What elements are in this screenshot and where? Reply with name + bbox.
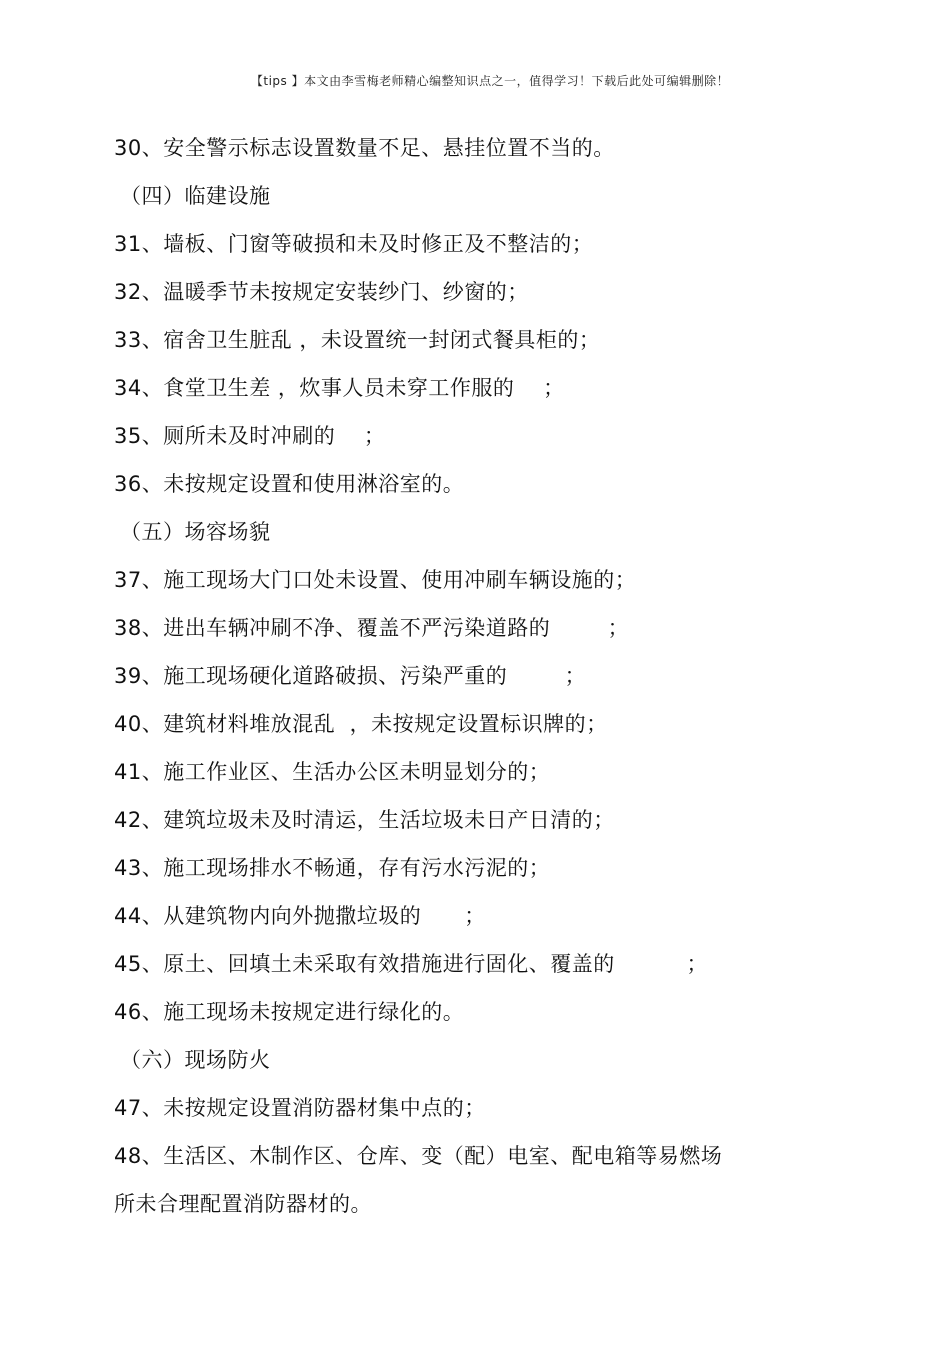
list-item-45: 45、原土、回填土未采取有效措施进行固化、覆盖的 ； xyxy=(114,952,708,976)
header-tip-note: 【tips 】本文由李雪梅老师精心编整知识点之一，值得学习！下载后此处可编辑删除！ xyxy=(250,74,730,88)
list-item-36: 36、未按规定设置和使用淋浴室的。 xyxy=(114,472,465,496)
document-body xyxy=(114,124,814,1228)
list-item-48-continued: 所未合理配置消防器材的。 xyxy=(114,1192,372,1216)
list-item-31: 31、墙板、门窗等破损和未及时修正及不整洁的； xyxy=(114,232,594,256)
list-item-43: 43、施工现场排水不畅通，存有污水污泥的； xyxy=(114,856,551,880)
list-item-39: 39、施工现场硬化道路破损、污染严重的 ； xyxy=(114,664,587,688)
list-item-44: 44、从建筑物内向外抛撒垃圾的 ； xyxy=(114,904,486,928)
section-heading-fire-prevention: （六）现场防火 xyxy=(120,1048,271,1072)
list-item-41: 41、施工作业区、生活办公区未明显划分的； xyxy=(114,760,551,784)
list-item-35: 35、厕所未及时冲刷的 ； xyxy=(114,424,386,448)
list-item-47: 47、未按规定设置消防器材集中点的； xyxy=(114,1096,486,1120)
list-item-38: 38、进出车辆冲刷不净、覆盖不严污染道路的 ； xyxy=(114,616,630,640)
list-item-33: 33、宿舍卫生脏乱 ，未设置统一封闭式餐具柜的； xyxy=(114,328,601,352)
list-item-48: 48、生活区、木制作区、仓库、变（配）电室、配电箱等易燃场 xyxy=(114,1144,723,1168)
list-item-32: 32、温暖季节未按规定安装纱门、纱窗的； xyxy=(114,280,529,304)
section-heading-temporary-facilities: （四）临建设施 xyxy=(120,184,271,208)
list-item-46: 46、施工现场未按规定进行绿化的。 xyxy=(114,1000,465,1024)
section-heading-site-appearance: （五）场容场貌 xyxy=(120,520,271,544)
list-item-42: 42、建筑垃圾未及时清运，生活垃圾未日产日清的； xyxy=(114,808,615,832)
list-item-40: 40、建筑材料堆放混乱 ，未按规定设置标识牌的； xyxy=(114,712,608,736)
list-item-37: 37、施工现场大门口处未设置、使用冲刷车辆设施的； xyxy=(114,568,637,592)
list-item-34: 34、食堂卫生差 ，炊事人员未穿工作服的 ； xyxy=(114,376,565,400)
list-item-30: 30、安全警示标志设置数量不足、悬挂位置不当的。 xyxy=(114,136,615,160)
